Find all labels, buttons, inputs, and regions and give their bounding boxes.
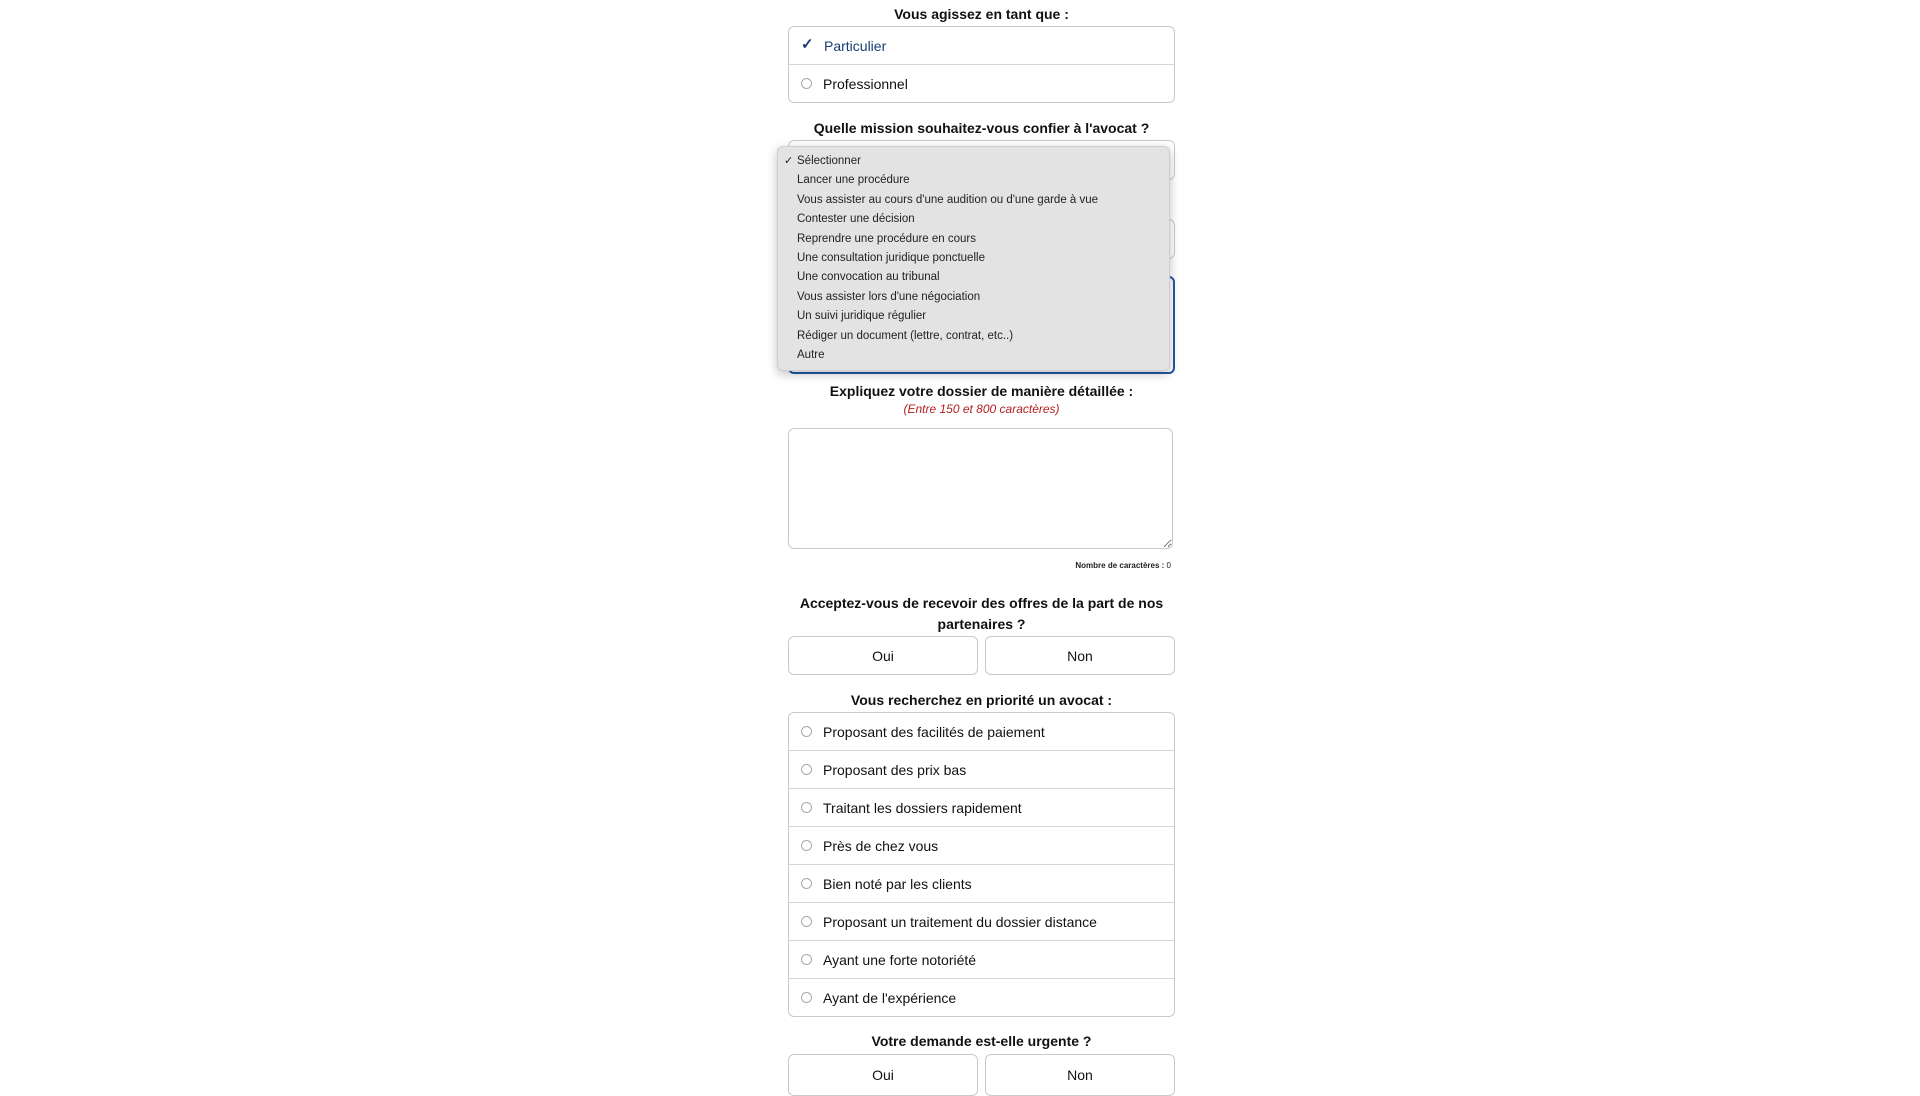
radio-empty-icon (801, 992, 812, 1003)
priority-question: Vous recherchez en priorité un avocat : (850, 692, 1113, 708)
priority-option[interactable] (789, 940, 1174, 978)
actor-options (788, 26, 1175, 103)
urgent-no-button[interactable]: Non (985, 1054, 1175, 1096)
character-counter (1075, 561, 1171, 570)
dropdown-option[interactable]: Rédiger un document (lettre, contrat, etc..) (797, 329, 1014, 342)
dropdown-option[interactable]: Contester une décision (797, 213, 915, 226)
partners-question (788, 593, 1175, 635)
checkmark-icon: ✓ (801, 35, 814, 53)
priority-options (788, 712, 1175, 1017)
dropdown-option-selected[interactable] (778, 152, 1169, 171)
priority-option-label: Proposant des prix bas (823, 761, 967, 778)
actor-option-professionnel[interactable] (789, 64, 1174, 102)
actor-question: Vous agissez en tant que : (894, 6, 1069, 22)
priority-option[interactable] (789, 826, 1174, 864)
priority-option-label: Ayant de l'expérience (823, 989, 957, 1006)
priority-option[interactable] (789, 902, 1174, 940)
partners-no-button[interactable]: Non (985, 636, 1175, 675)
radio-empty-icon (801, 916, 812, 927)
partners-question-line1: Acceptez-vous de recevoir des offres de la part de nos (799, 595, 1164, 611)
dropdown-option[interactable]: Un suivi juridique régulier (797, 310, 927, 323)
details-question: Expliquez votre dossier de manière détaillée : (829, 383, 1134, 399)
dropdown-option[interactable]: Lancer une procédure (797, 174, 910, 187)
priority-option[interactable] (789, 750, 1174, 788)
priority-option[interactable] (789, 788, 1174, 826)
radio-empty-icon (801, 878, 812, 889)
priority-option[interactable] (789, 864, 1174, 902)
priority-option-label: Proposant des facilités de paiement (823, 723, 1045, 740)
mission-dropdown-list (777, 146, 1170, 371)
radio-empty-icon (801, 764, 812, 775)
dropdown-option[interactable]: Vous assister lors d'une négociation (797, 290, 981, 303)
priority-option-label: Bien noté par les clients (823, 875, 972, 892)
checkmark-icon: ✓ (784, 155, 794, 167)
dropdown-option[interactable]: Une convocation au tribunal (797, 271, 940, 284)
urgent-yes-button[interactable]: Oui (788, 1054, 978, 1096)
dropdown-option[interactable]: Autre (797, 348, 825, 361)
dropdown-option-label: Sélectionner (797, 155, 861, 167)
dropdown-option[interactable]: Reprendre une procédure en cours (797, 232, 977, 245)
partners-yes-button[interactable]: Oui (788, 636, 978, 675)
priority-option[interactable] (789, 978, 1174, 1016)
details-textarea[interactable] (788, 428, 1173, 549)
actor-option-label: Professionnel (823, 75, 908, 92)
priority-option-label: Proposant un traitement du dossier distance (823, 913, 1097, 930)
radio-empty-icon (801, 840, 812, 851)
dropdown-option[interactable]: Une consultation juridique ponctuelle (797, 251, 985, 264)
details-hint: (Entre 150 et 800 caractères) (903, 402, 1060, 416)
dropdown-option[interactable]: Vous assister au cours d'une audition ou d'une garde à vue (797, 193, 1099, 206)
counter-label: Nombre de caractères : (1075, 561, 1165, 570)
radio-empty-icon (801, 726, 812, 737)
radio-empty-icon (801, 78, 812, 89)
radio-empty-icon (801, 802, 812, 813)
mission-question: Quelle mission souhaitez-vous confier à l'avocat ? (813, 120, 1150, 136)
priority-option-label: Près de chez vous (823, 837, 939, 854)
counter-value: 0 (1166, 561, 1171, 570)
priority-option-label: Traitant les dossiers rapidement (823, 799, 1022, 816)
priority-option[interactable] (789, 713, 1174, 750)
radio-empty-icon (801, 954, 812, 965)
actor-option-particulier[interactable] (789, 27, 1174, 64)
partners-question-line2: partenaires ? (937, 616, 1026, 632)
priority-option-label: Ayant une forte notoriété (823, 951, 977, 968)
urgent-question: Votre demande est-elle urgente ? (871, 1033, 1092, 1049)
actor-option-label: Particulier (824, 37, 887, 54)
